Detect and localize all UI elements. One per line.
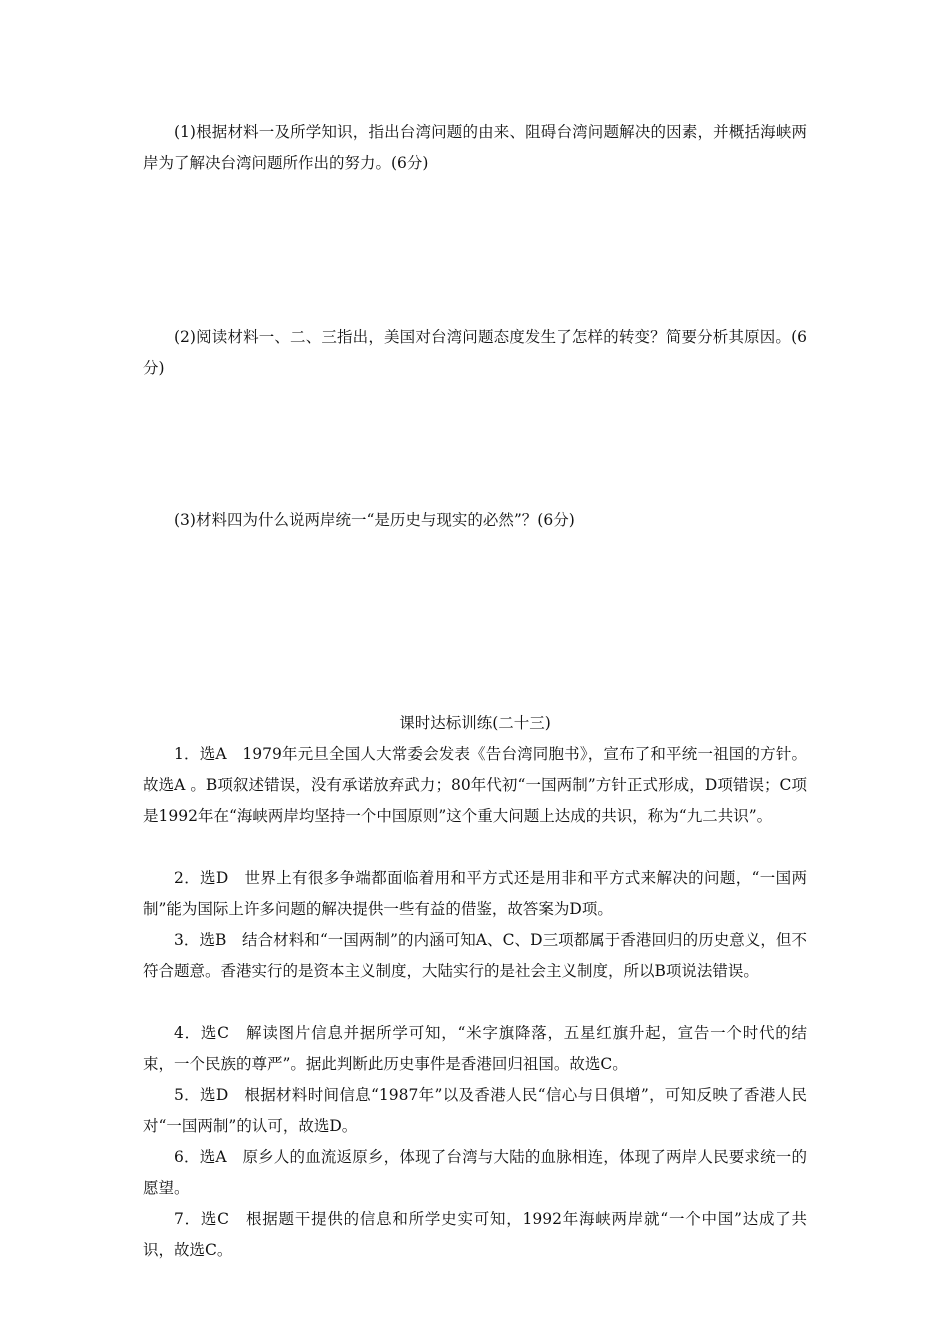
- answer-6: 6．选A 原乡人的血流返原乡，体现了台湾与大陆的血脉相连，体现了两岸人民要求统一的愿望。: [143, 1148, 807, 1197]
- answer-3: 3．选B 结合材料和“一国两制”的内涵可知A、C、D三项都属于香港回归的历史意义，但不符合题意。香港实行的是资本主义制度，大陆实行的是社会主义制度，所以B项说法错误。: [143, 931, 807, 980]
- answer-section-title: 课时达标训练(二十三): [399, 714, 551, 732]
- answer-5: 5．选D 根据材料时间信息“1987年”以及香港人民“信心与日俱增”，可知反映了香港人民对“一国两制”的认可，故选D。: [143, 1086, 807, 1135]
- question-3: (3)材料四为什么说两岸统一“是历史与现实的必然”？(6分): [174, 511, 575, 529]
- answer-7: 7．选C 根据题干提供的信息和所学史实可知，1992年海峡两岸就“一个中国”达成了共识，故选C。: [143, 1210, 807, 1259]
- question-1: (1)根据材料一及所学知识，指出台湾问题的由来、阻碍台湾问题解决的因素，并概括海峡两岸为了解决台湾问题所作出的努力。(6分): [143, 123, 807, 172]
- question-2: (2)阅读材料一、二、三指出，美国对台湾问题态度发生了怎样的转变？简要分析其原因。(6分): [143, 328, 807, 377]
- answer-1: 1．选A 1979年元旦全国人大常委会发表《告台湾同胞书》，宣布了和平统一祖国的方针。故选A 。B项叙述错误，没有承诺放弃武力；80年代初“一国两制”方针正式形成，D项错误；C项是1992年在“海峡两岸均坚持一个中国原则”这个重大问题上达成的共识，称为“九二共识”。: [143, 745, 807, 825]
- answer-4: 4．选C 解读图片信息并据所学可知，“米字旗降落，五星红旗升起，宣告一个时代的结束，一个民族的尊严”。据此判断此历史事件是香港回归祖国。故选C。: [143, 1024, 807, 1073]
- answer-2: 2．选D 世界上有很多争端都面临着用和平方式还是用非和平方式来解决的问题，“一国两制”能为国际上许多问题的解决提供一些有益的借鉴，故答案为D项。: [143, 869, 807, 918]
